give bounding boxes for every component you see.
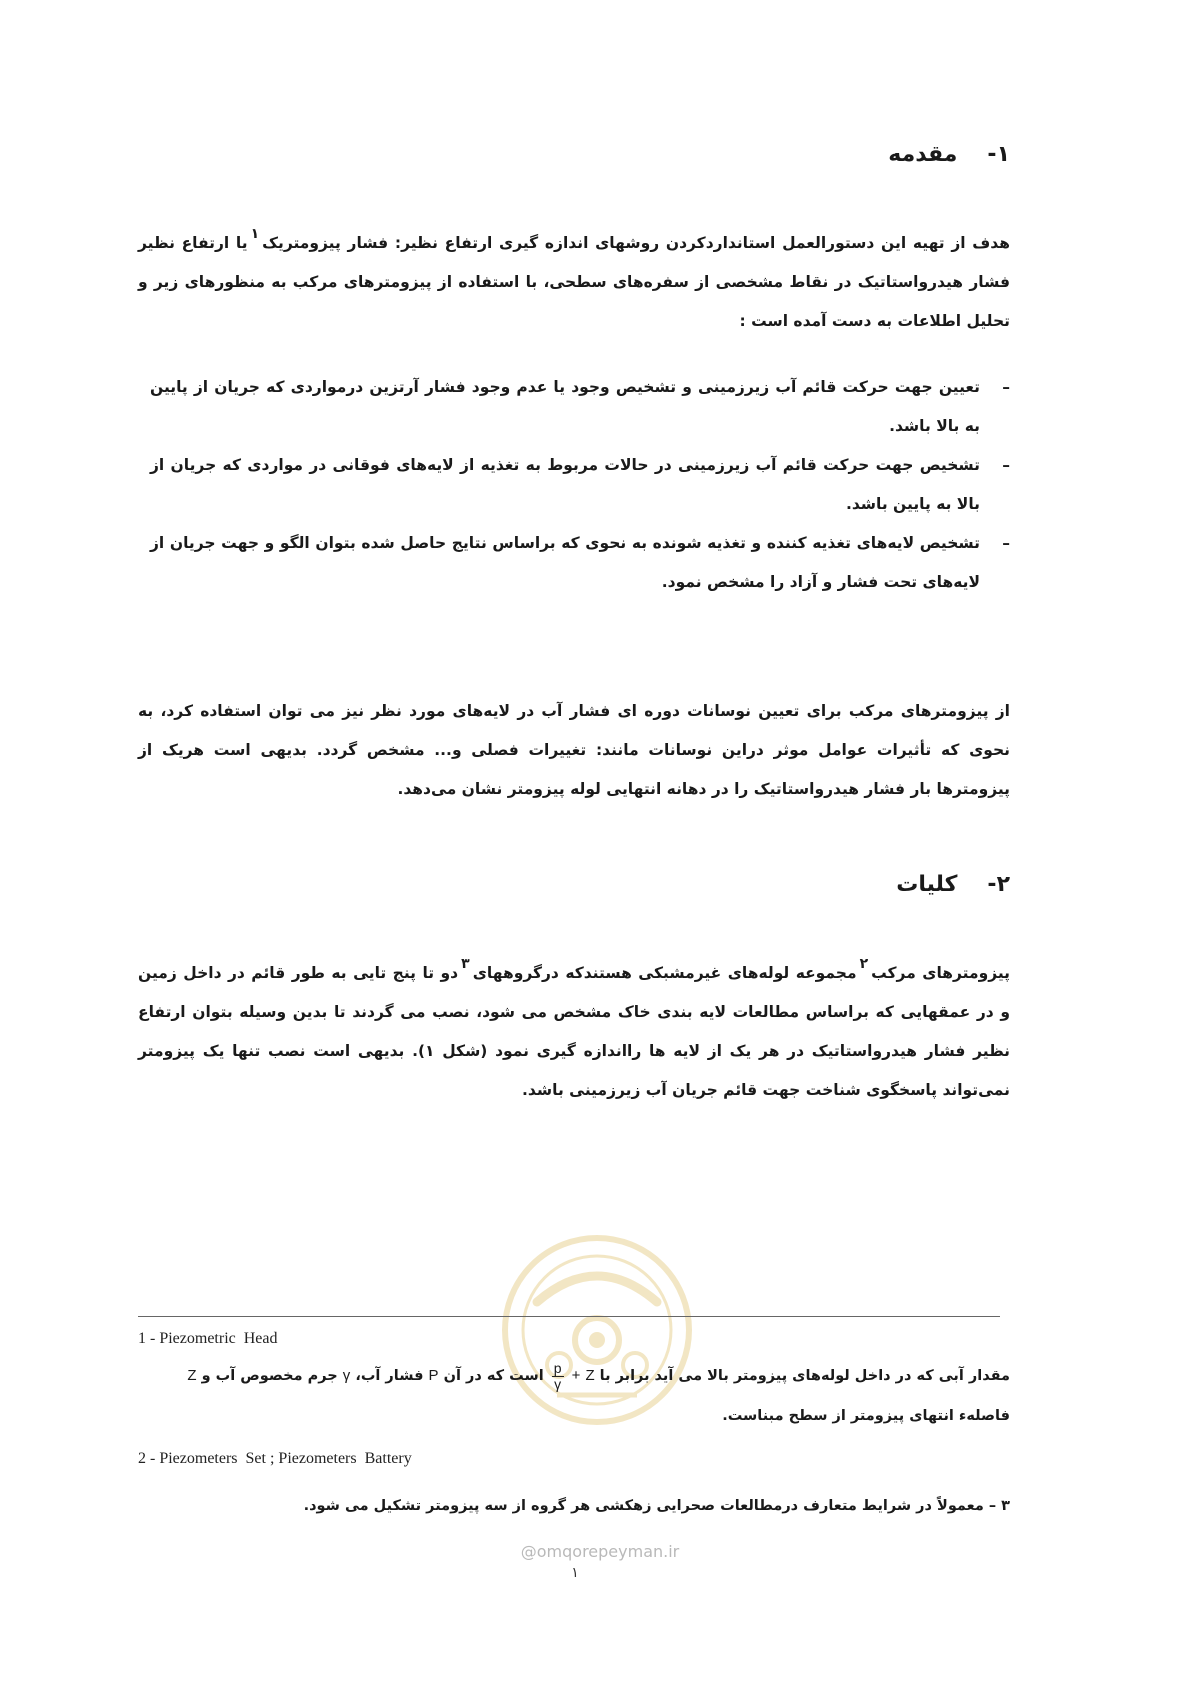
footnote-3: ۳ – معمولاً در شرایط متعارف درمطالعات صحرایی زهکشی هر گروه از سه پیزومتر تشکیل می شود. [303,1498,1010,1514]
formula-z: Z [585,1367,595,1384]
bullet-dash: – [1002,378,1010,396]
footnote-ref-2: ۲ [859,955,869,972]
purpose-list [150,368,1010,602]
footnote-1-line2: فاصلهء انتهای پیزومتر از سطح مبناست. [722,1408,1010,1424]
fluctuation-paragraph: از پیزومترهای مرکب برای تعیین نوسانات دوره ای فشار آب در لایه‌های مورد نظر نیز می توان استفاده کرد، به نحوی که تأثیرات عوامل موثر دراین نوسانات مانند: تغییرات فصلی و... مشخص گردد. بدیهی است هریک از پیزومترها بار فشار هیدرواستاتیک را در دهانه انتهایی لوله پیزومتر نشان می‌دهد. [138,702,1010,798]
footnote-1-english: 1 - Piezometric Head [138,1330,278,1347]
footnote-2-english: 2 - Piezometers Set ; Piezometers Battery [138,1450,412,1467]
intro-text: هدف از تهیه این دستورالعمل استانداردکردن روشهای اندازه گیری ارتفاع نظیر: فشار پیزومتریک [262,234,1010,252]
bullet-dash: – [1002,534,1010,552]
bullet-dash: – [1002,456,1010,474]
section1-number: ۱- [987,142,1010,167]
footnote-separator [138,1316,1000,1317]
section1-heading [888,142,1010,167]
footnote-ref-3: ۳ [461,955,470,972]
list-item: – تشخیص جهت حرکت قائم آب زیرزمینی در حالات مربوط به تغذیه از لایه‌های فوقانی در مواردی که جریان از بالا به پایین باشد. [150,446,1010,524]
generalities-paragraph: پیزومترهای مرکب$^۲$مجموعه لوله‌های غیرمشبکی هستندکه درگروههای$^۳$دو تا پنج تایی به طور قائم در داخل زمین و در عمقهایی که براساس مطالعات لایه بندی خاک مشخص می شود، نصب می گردند تا بدین وسیله بتوان ارتفاع نظیر فشار هیدرواستاتیک در هر یک از لایه ها رااندازه گیری نمود (شکل ۱). بدیهی است نصب تنها یک پیزومتر نمی‌تواند پاسخگوی شناخت جهت قائم جریان آب زیرزمینی باشد. [138,955,1011,1099]
page-number: ۱ [571,1565,579,1581]
section2-title: کلیات [896,872,958,897]
watermark-url: @omqorepeyman.ir [520,1542,680,1561]
footnote-1-persian: مقدار آبی که در داخل لوله‌های پیزومتر بالا می آید برابر با Z + $\frac{p}{\gamma}$ است که در آن P فشار آب، γ جرم مخصوص آب و Z [187,1359,1010,1392]
section1-title: مقدمه [888,142,958,167]
intro-text-cont: یا ارتفاع نظیر فشار هیدرواستاتیک در نقاط مشخصی از سفره‌های سطحی، با استفاده از پیزومترهای مرکب به منظورهای زیر و تحلیل اطلاعات به دست آمده است : [138,234,1010,330]
intro-paragraph [138,224,1010,341]
list-item: – تشخیص لایه‌های تغذیه کننده و تغذیه شونده به نحوی که براساس نتایج حاصل شده بتوان الگو و جهت جریان از لایه‌های تحت فشار و آزاد را مشخص نمود. [150,524,1010,602]
formula-plus: + [571,1367,581,1384]
list-item: – تعیین جهت حرکت قائم آب زیرزمینی و تشخیص وجود یا عدم وجود فشار آرتزین درمواردی که جریان از پایین به بالا باشد. [150,368,1010,446]
section2-heading [896,872,1010,897]
formula-fraction: $\frac{p}{\gamma}$ [553,1359,562,1392]
section2-number: ۲- [987,872,1010,897]
footnote-ref-1: ۱ [250,225,260,242]
